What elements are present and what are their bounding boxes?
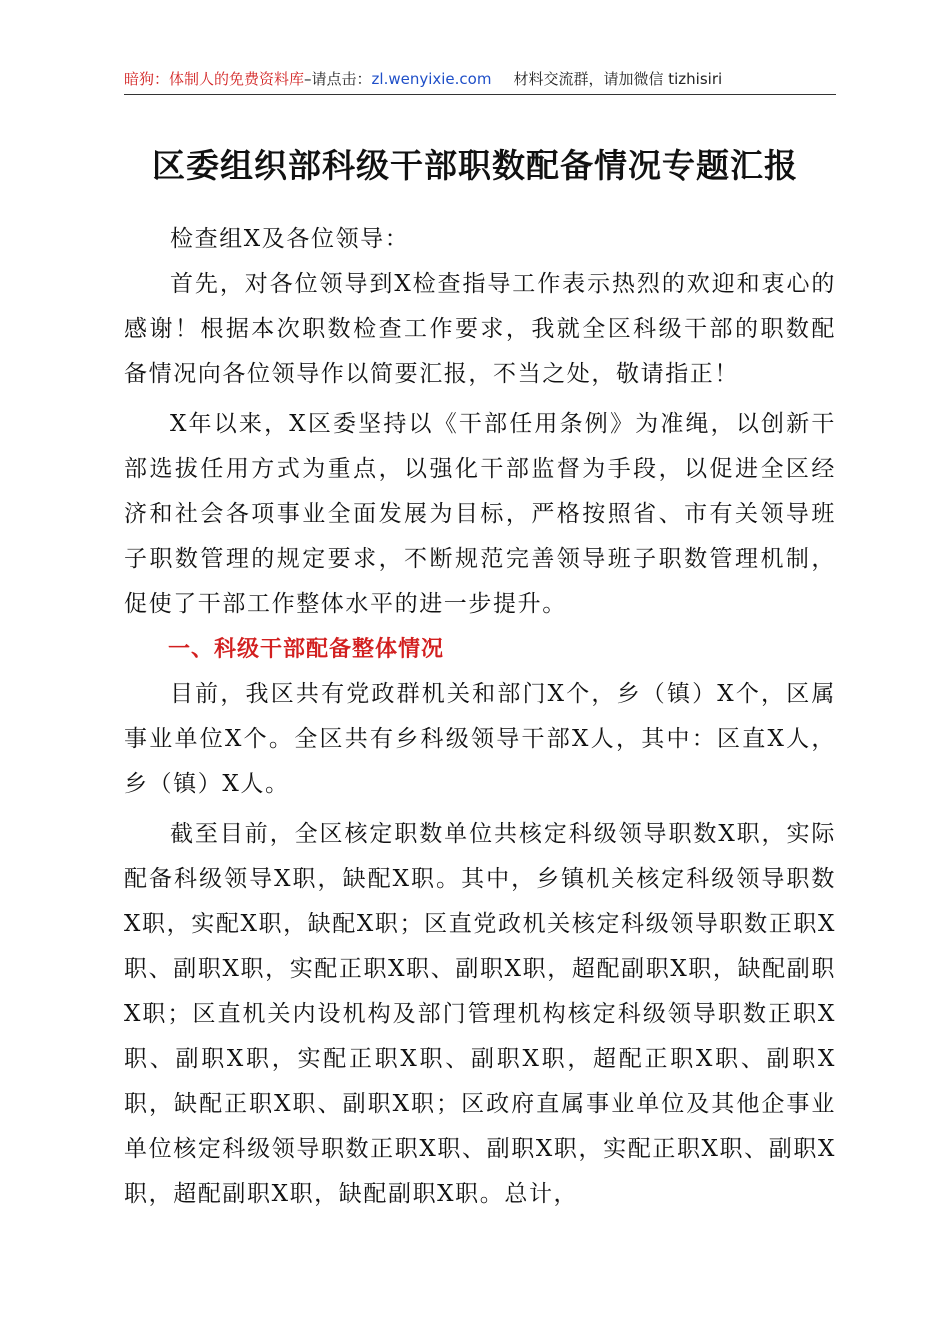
document-body [124, 217, 836, 1217]
paragraph-positions: 截至目前，全区核定职数单位共核定科级领导职数X职，实际配备科级领导X职，缺配X职。其中，乡镇机关核定科级领导职数X职，实配X职，缺配X职；区直党政机关核定科级领导职数正职X职、副职X职，实配正职X职、副职X职，超配副职X职，缺配副职X职；区直机关内设机构及部门管理机构核定科级领导职数正职X职、副职X职，实配正职X职、副职X职，超配正职X职、副职X职，缺配正职X职、副职X职；区政府直属事业单位及其他企事业单位核定科级领导职数正职X职、副职X职，实配正职X职、副职X职，超配副职X职，缺配副职X职。总计， [124, 821, 836, 1207]
header-divider [124, 94, 836, 95]
section-heading: 一、科级干部配备整体情况 [168, 637, 445, 662]
header-click-prefix: –请点击： [304, 70, 372, 88]
header-link[interactable]: zl.wenyixie.com [371, 70, 492, 88]
paragraph-units: 目前，我区共有党政群机关和部门X个，乡（镇）X个，区属事业单位X个。全区共有乡科级领导干部X人，其中：区直X人，乡（镇）X人。 [124, 681, 836, 797]
document-title: 区委组织部科级干部职数配备情况专题汇报 [152, 146, 798, 185]
paragraph-intro: 首先，对各位领导到X检查指导工作表示热烈的欢迎和衷心的感谢！根据本次职数检查工作要求，我就全区科级干部的职数配备情况向各位领导作以简要汇报，不当之处，敬请指正！ [124, 271, 836, 387]
paragraph-background: X年以来，X区委坚持以《干部任用条例》为准绳，以创新干部选拔任用方式为重点，以强化干部监督为手段，以促进全区经济和社会各项事业全面发展为目标，严格按照省、市有关领导班子职数管理的规定要求，不断规范完善领导班子职数管理机制，促使了干部工作整体水平的进一步提升。 [124, 411, 836, 617]
salutation: 检查组X及各位领导： [170, 226, 410, 252]
header-wechat: 材料交流群，请加微信 tizhisiri [513, 70, 723, 88]
header-brand: 暗狗：体制人的免费资料库 [124, 70, 305, 88]
page-header [124, 64, 836, 94]
